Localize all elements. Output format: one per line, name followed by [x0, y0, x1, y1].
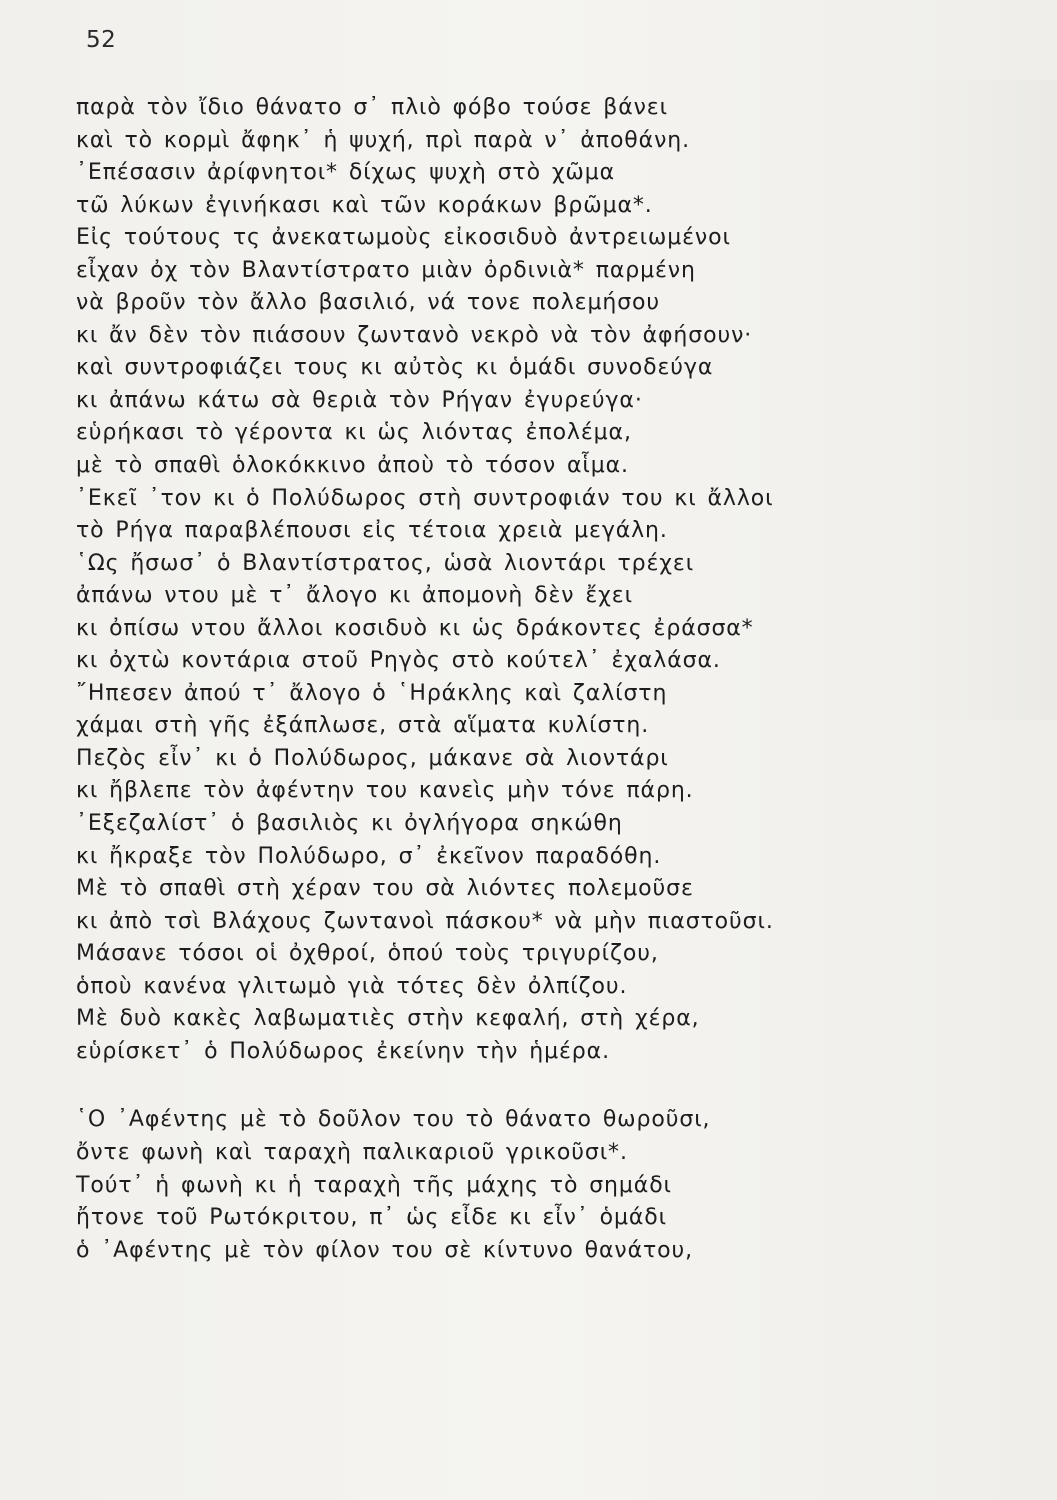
verse-line: κι ἤβλεπε τὸν ἀφέντην του κανεὶς μὴν τόνε πάρη.	[76, 778, 694, 804]
verse-line: Μὲ τὸ σπαθὶ στὴ χέραν του σὰ λιόντες πολεμοῦσε	[76, 876, 694, 902]
verse-line: ᾽Επέσασιν ἀρίφνητοι* δίχως ψυχὴ στὸ χῶμα	[76, 160, 616, 186]
verse-line: ὁποὺ κανένα γλιτωμὸ γιὰ τότες δὲν ὀλπίζου.	[76, 973, 628, 999]
stanza	[76, 92, 976, 1068]
verse-line: εἶχαν ὀχ τὸν Βλαντίστρατο μιὰν ὀρδινιὰ* παρμένη	[76, 257, 696, 283]
verse-line: κι ἤκραξε τὸν Πολύδωρο, σ᾽ ἐκεῖνον παραδόθη.	[76, 843, 662, 869]
verse-line: τὸ Ρήγα παραβλέπουσι εἰς τέτοια χρειὰ μεγάλη.	[76, 518, 668, 544]
stanza	[76, 1104, 976, 1267]
verse-line: ῎Ηπεσεν ἀπού τ᾽ ἄλογο ὁ ῾Ηράκλης καὶ ζαλίστη	[76, 680, 668, 706]
verse-line: κι ὀχτὼ κοντάρια στοῦ Ρηγὸς στὸ κούτελ᾽ ἐχαλάσα.	[76, 648, 721, 674]
verse-line: νὰ βροῦν τὸν ἄλλο βασιλιό, νά τονε πολεμήσου	[76, 290, 661, 316]
verse-line: κι ἀπὸ τσὶ Βλάχους ζωντανοὶ πάσκου* νὰ μὴν πιαστοῦσι.	[76, 908, 774, 934]
verse-line: παρὰ τὸν ἴδιο θάνατο σ᾽ πλιὸ φόβο τούσε βάνει	[76, 95, 668, 120]
verse-line: ῾Ο ᾽Αφέντης μὲ τὸ δοῦλον του τὸ θάνατο θωροῦσι,	[76, 1107, 711, 1133]
verse-line: Εἰς τούτους τς ἀνεκατωμοὺς εἰκοσιδυὸ ἀντρειωμένοι	[76, 225, 731, 251]
verse-line: ᾽Εκεῖ ᾽τον κι ὁ Πολύδωρος στὴ συντροφιάν του κι ἄλλοι	[76, 485, 774, 511]
verse-line: Μάσανε τόσοι οἱ ὀχθροί, ὁπού τοὺς τριγυρίζου,	[76, 941, 659, 967]
verse-line: κι ἀπάνω κάτω σὰ θεριὰ τὸν Ρήγαν ἐγυρεύγα·	[76, 387, 643, 413]
verse-line: ῾Ως ἤσωσ᾽ ὁ Βλαντίστρατος, ὡσὰ λιοντάρι τρέχει	[76, 550, 695, 576]
page-number: 52	[86, 27, 117, 53]
verse-line: ᾽Εξεζαλίστ᾽ ὁ βασιλιὸς κι ὀγλήγορα σηκώθη	[76, 811, 623, 837]
verse-line: κι ὀπίσω ντου ἄλλοι κοσιδυὸ κι ὡς δράκοντες ἐράσσα*	[76, 615, 754, 641]
verse-line: ὄντε φωνὴ καὶ ταραχὴ παλικαριοῦ γρικοῦσι*.	[76, 1139, 628, 1165]
verse-line: κι ἄν δὲν τὸν πιάσουν ζωντανὸ νεκρὸ νὰ τὸν ἀφήσουν·	[76, 322, 753, 348]
verse-line: τῶ λύκων ἐγινήκασι καὶ τῶν κοράκων βρῶμα*.	[76, 192, 653, 218]
verse-line: Τούτ᾽ ἡ φωνὴ κι ἡ ταραχὴ τῆς μάχης τὸ σημάδι	[76, 1172, 672, 1198]
verse-line: Μὲ δυὸ κακὲς λαβωματιὲς στὴν κεφαλή, στὴ χέρα,	[76, 1006, 700, 1032]
verse-line: ἤτονε τοῦ Ρωτόκριτου, π᾽ ὡς εἶδε κι εἶν᾽ ὁμάδι	[76, 1205, 667, 1231]
verse-line: χάμαι στὴ γῆς ἐξάπλωσε, στὰ αἵματα κυλίστη.	[76, 713, 650, 739]
verse-line: Πεζὸς εἶν᾽ κι ὁ Πολύδωρος, μάκανε σὰ λιοντάρι	[76, 745, 669, 771]
verse-line: εὑρήκασι τὸ γέροντα κι ὡς λιόντας ἐπολέμα,	[76, 420, 632, 446]
verse-line: μὲ τὸ σπαθὶ ὁλοκόκκινο ἀποὺ τὸ τόσον αἷμα.	[76, 453, 629, 479]
verse-line: καὶ τὸ κορμὶ ἄφηκ᾽ ἡ ψυχή, πρὶ παρὰ ν᾽ ἀποθάνη.	[76, 127, 690, 153]
verse-line: εὑρίσκετ᾽ ὁ Πολύδωρος ἐκείνην τὴν ἡμέρα.	[76, 1038, 610, 1064]
poem-text	[76, 92, 976, 1267]
verse-line: ἀπάνω ντου μὲ τ᾽ ἄλογο κι ἀπομονὴ δὲν ἔχει	[76, 583, 633, 609]
verse-line: ὁ ᾽Αφέντης μὲ τὸν φίλον του σὲ κίντυνο θανάτου,	[76, 1237, 694, 1263]
verse-line: καὶ συντροφιάζει τους κι αὐτὸς κι ὁμάδι συνοδεύγα	[76, 355, 714, 381]
